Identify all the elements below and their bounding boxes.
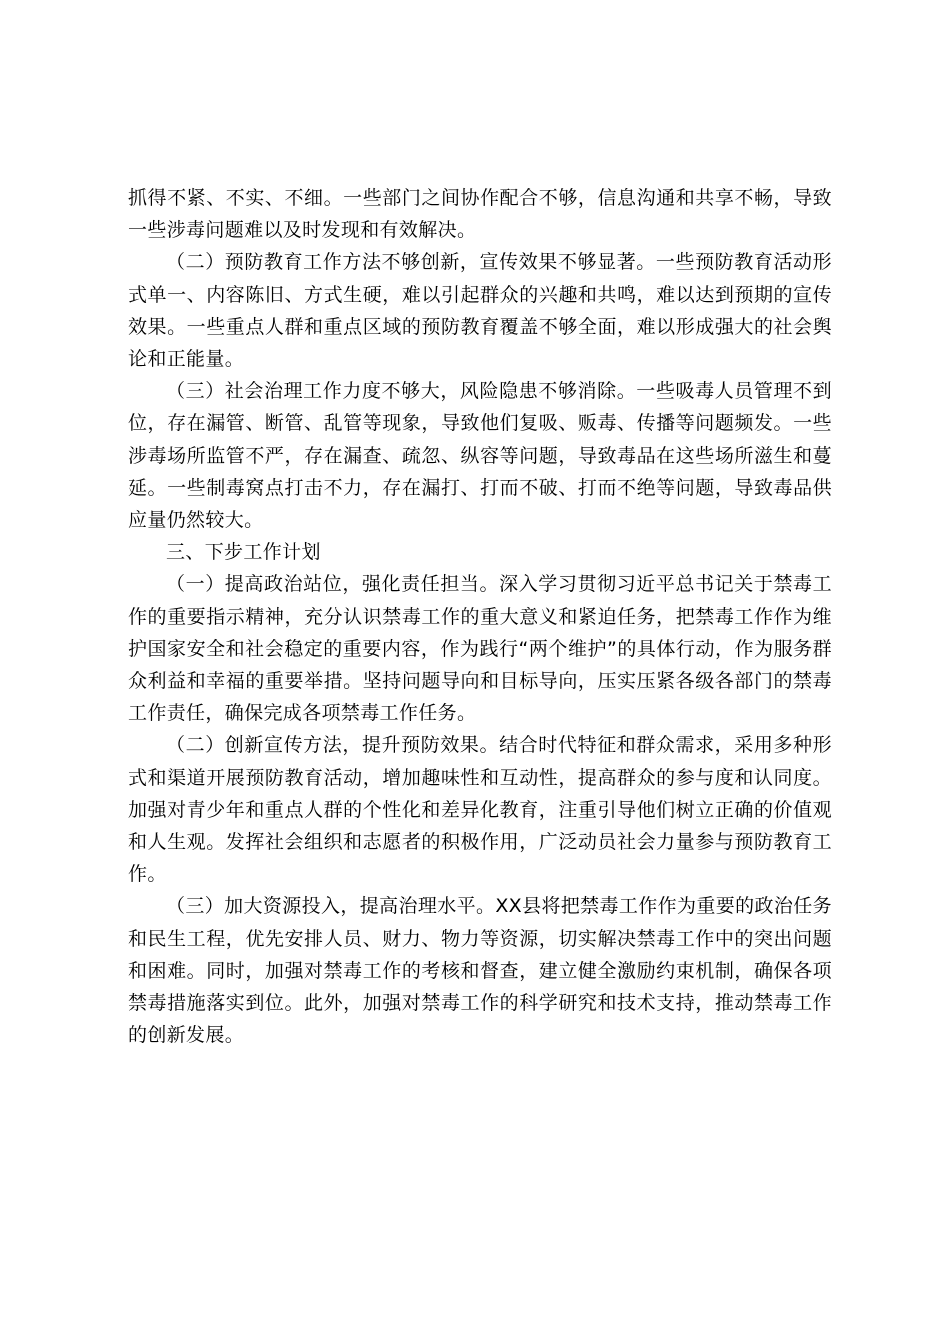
- paragraph-prevention-education-issue: （二）预防教育工作方法不够创新，宣传效果不够显著。一些预防教育活动形式单一、内容陈旧、方式生硬，难以引起群众的兴趣和共鸣，难以达到预期的宣传效果。一些重点人群和重点区域的预防教育覆盖不够全面，难以形成强大的社会舆论和正能量。: [128, 251, 832, 371]
- section-heading-next-steps: 三、下步工作计划: [166, 541, 321, 564]
- paragraph-social-governance-issue: （三）社会治理工作力度不够大，风险隐患不够消除。一些吸毒人员管理不到位，存在漏管、断管、乱管等现象，导致他们复吸、贩毒、传播等问题频发。一些涉毒场所监管不严，存在漏查、疏忽、纵容等问题，导致毒品在这些场所滋生和蔓延。一些制毒窝点打击不力，存在漏打、打而不破、打而不绝等问题，导致毒品供应量仍然较大。: [128, 380, 832, 532]
- paragraph-resource-investment: （三）加大资源投入，提高治理水平。XX县将把禁毒工作作为重要的政治任务和民生工程，优先安排人员、财力、物力等资源，切实解决禁毒工作中的突出问题和困难。同时，加强对禁毒工作的考核和督查，建立健全激励约束机制，确保各项禁毒措施落实到位。此外，加强对禁毒工作的科学研究和技术支持，推动禁毒工作的创新发展。: [128, 895, 832, 1047]
- document-body: [128, 182, 832, 1051]
- paragraph-continuation: 抓得不紧、不实、不细。一些部门之间协作配合不够，信息沟通和共享不畅，导致一些涉毒问题难以及时发现和有效解决。: [128, 187, 832, 242]
- paragraph-political-stance: （一）提高政治站位，强化责任担当。深入学习贯彻习近平总书记关于禁毒工作的重要指示精神，充分认识禁毒工作的重大意义和紧迫任务，把禁毒工作作为维护国家安全和社会稳定的重要内容，作为践行“两个维护”的具体行动，作为服务群众利益和幸福的重要举措。坚持问题导向和目标导向，压实压紧各级各部门的禁毒工作责任，确保完成各项禁毒工作任务。: [128, 573, 832, 725]
- paragraph-publicity-methods: （二）创新宣传方法，提升预防效果。结合时代特征和群众需求，采用多种形式和渠道开展预防教育活动，增加趣味性和互动性，提高群众的参与度和认同度。加强对青少年和重点人群的个性化和差异化教育，注重引导他们树立正确的价值观和人生观。发挥社会组织和志愿者的积极作用，广泛动员社会力量参与预防教育工作。: [128, 734, 832, 886]
